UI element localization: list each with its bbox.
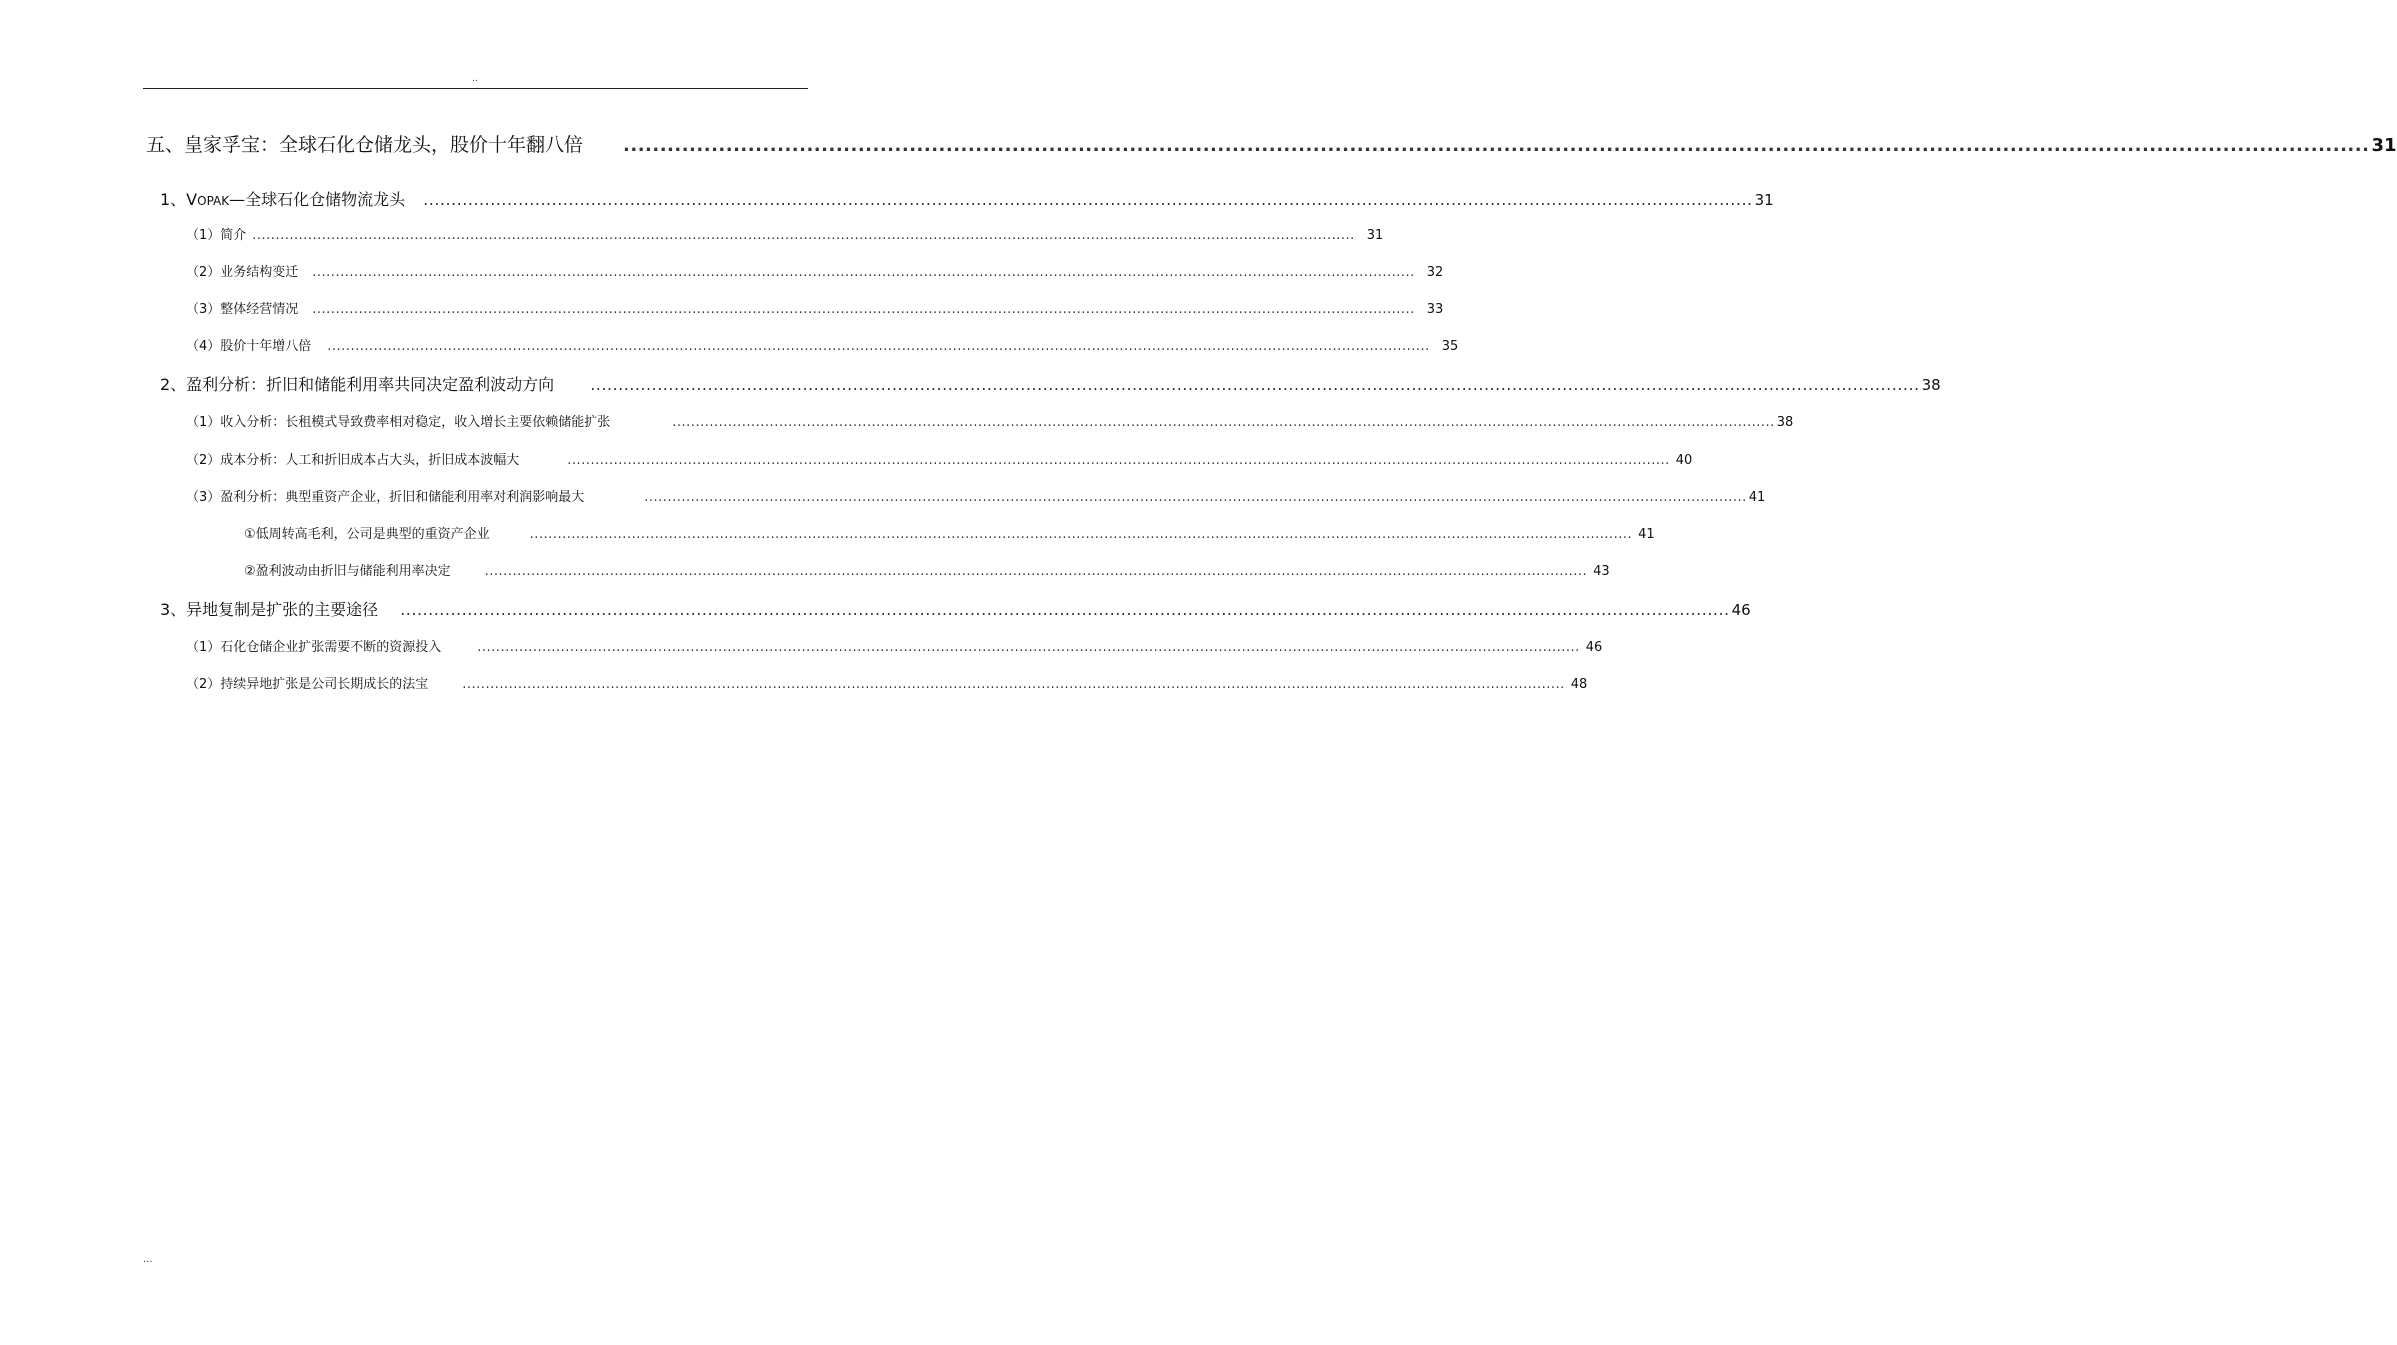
toc-leader: .............................................................................................................................................................................................................................................. — [623, 135, 2370, 156]
toc-leader: .............................................................................................................................................................................................................................................. — [327, 339, 1430, 354]
toc-page-number: 38 — [1776, 415, 1794, 430]
toc-item-2-3[interactable] — [186, 486, 1766, 505]
toc-label: 1、VOPAK—全球石化仓储物流龙头 — [160, 190, 406, 209]
toc-item-1-4[interactable] — [186, 335, 1459, 354]
toc-page-number: 32 — [1426, 265, 1444, 280]
toc-page-number: 38 — [1921, 376, 1941, 394]
toc-section-2[interactable] — [160, 372, 1941, 395]
toc-item-1-2[interactable] — [186, 261, 1444, 280]
toc-label: （1）简介 — [186, 228, 247, 243]
header-rule — [143, 88, 808, 89]
toc-label: ①低周转高毛利，公司是典型的重资产企业 — [244, 527, 490, 542]
toc-page-number: 41 — [1748, 490, 1766, 505]
toc-item-3-1[interactable] — [186, 636, 1603, 655]
toc-leader: .............................................................................................................................................................................................................................................. — [462, 677, 1565, 692]
toc-label: （2）业务结构变迁 — [186, 265, 299, 280]
toc-item-2-3-2[interactable] — [244, 560, 1610, 579]
toc-leader: .............................................................................................................................................................................................................................................. — [567, 453, 1670, 468]
toc-item-1-3[interactable] — [186, 298, 1444, 317]
toc-item-2-1[interactable] — [186, 411, 1794, 430]
toc-item-1-1[interactable] — [186, 224, 1384, 243]
toc-page-number: 46 — [1585, 640, 1603, 655]
toc-item-2-2[interactable] — [186, 449, 1693, 468]
toc-label: （2）成本分析：人工和折旧成本占大头，折旧成本波幅大 — [186, 453, 520, 468]
toc-page-number: 48 — [1570, 677, 1588, 692]
toc-page-number: 31 — [1754, 191, 1774, 209]
toc-label: （3）整体经营情况 — [186, 302, 299, 317]
toc-label: （3）盈利分析：典型重资产企业，折旧和储能利用率对利润影响最大 — [186, 490, 585, 505]
toc-leader: .............................................................................................................................................................................................................................................. — [477, 640, 1580, 655]
toc-leader: .............................................................................................................................................................................................................................................. — [312, 302, 1415, 317]
toc-label: ②盈利波动由折旧与储能利用率决定 — [244, 564, 451, 579]
header-mark: .. — [472, 74, 478, 84]
toc-item-2-3-1[interactable] — [244, 523, 1655, 542]
toc-label: （4）股价十年增八倍 — [186, 339, 312, 354]
toc-leader: .............................................................................................................................................................................................................................................. — [400, 600, 1730, 619]
toc-page-number: 31 — [1366, 228, 1384, 243]
toc-section-3[interactable] — [160, 597, 1751, 620]
toc-label: （1）石化仓储企业扩张需要不断的资源投入 — [186, 640, 442, 655]
toc-label: （1）收入分析：长租模式导致费率相对稳定，收入增长主要依赖储能扩张 — [186, 415, 611, 430]
toc-chapter-5[interactable] — [146, 130, 2397, 157]
toc-leader: .............................................................................................................................................................................................................................................. — [672, 415, 1775, 430]
toc-leader: .............................................................................................................................................................................................................................................. — [644, 490, 1747, 505]
toc-label: 2、盈利分析：折旧和储能利用率共同决定盈利波动方向 — [160, 375, 555, 394]
toc-leader: .............................................................................................................................................................................................................................................. — [590, 375, 1920, 394]
toc-page-number: 40 — [1675, 453, 1693, 468]
toc-page-number: 31 — [2371, 135, 2397, 156]
toc-leader: .............................................................................................................................................................................................................................................. — [423, 190, 1753, 209]
toc-page-number: 35 — [1441, 339, 1459, 354]
toc-label: （2）持续异地扩张是公司长期成长的法宝 — [186, 677, 429, 692]
toc-leader: .............................................................................................................................................................................................................................................. — [529, 527, 1633, 542]
toc-label: 3、异地复制是扩张的主要途径 — [160, 600, 379, 619]
toc-page-number: 43 — [1593, 564, 1610, 579]
toc-page-number: 46 — [1731, 601, 1751, 619]
toc-item-3-2[interactable] — [186, 673, 1588, 692]
toc-label: 五、皇家孚宝：全球石化仓储龙头，股价十年翻八倍 — [146, 134, 584, 156]
footer-mark: ... — [143, 1254, 153, 1265]
toc-page-number: 41 — [1638, 527, 1655, 542]
toc-section-1[interactable] — [160, 187, 1774, 210]
toc-leader: .............................................................................................................................................................................................................................................. — [484, 564, 1588, 579]
toc-leader: .............................................................................................................................................................................................................................................. — [312, 265, 1415, 280]
toc-leader: .............................................................................................................................................................................................................................................. — [252, 228, 1355, 243]
toc-page-number: 33 — [1426, 302, 1444, 317]
